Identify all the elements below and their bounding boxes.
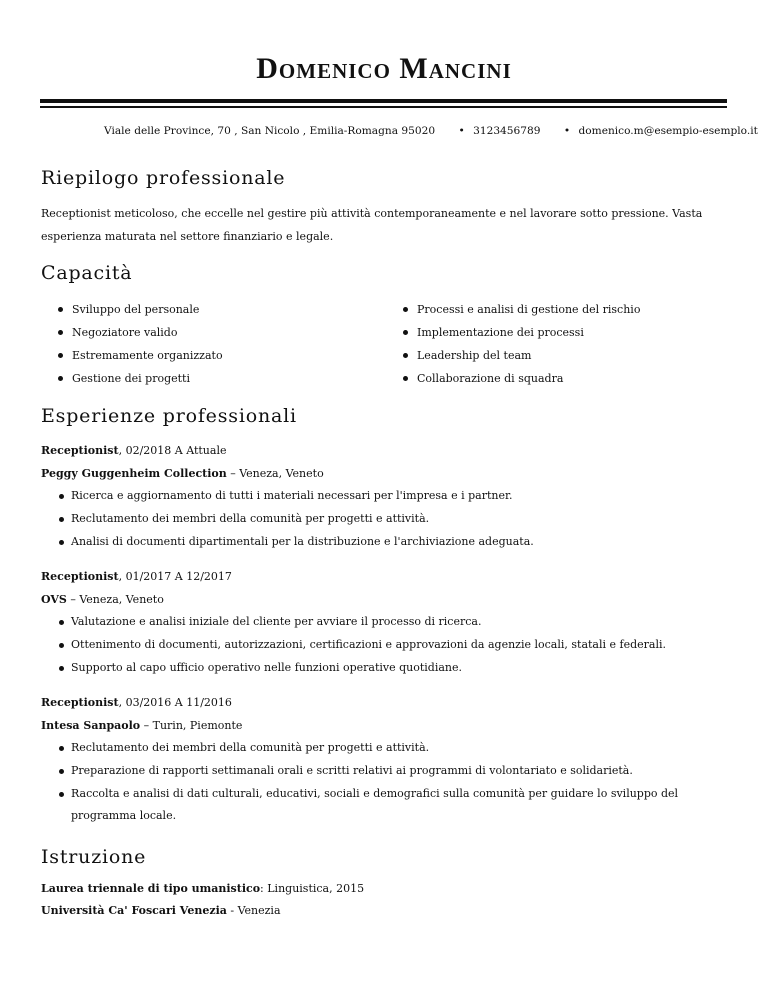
- job-company-line: [41, 715, 741, 738]
- skill-item: [58, 321, 403, 344]
- skill-label: Negoziatore valido: [72, 326, 178, 339]
- skill-item: [403, 344, 733, 367]
- duty-item: [41, 737, 731, 760]
- education-entry: [41, 878, 364, 922]
- duty-item: [41, 634, 731, 657]
- section-title-summary: Riepilogo professionale: [41, 167, 286, 189]
- education-school: Università Ca' Foscari Venezia: [41, 904, 227, 917]
- job-title-line: [41, 692, 741, 715]
- duty-item: [41, 611, 731, 634]
- job-duties: [41, 737, 741, 828]
- skill-item: [403, 298, 733, 321]
- job-entry: [41, 440, 741, 553]
- bullet-icon: [59, 666, 64, 671]
- section-title-skills: Capacità: [41, 262, 133, 284]
- header-divider-thick: [40, 99, 727, 103]
- bullet-icon: [59, 540, 64, 545]
- bullet-icon: •: [563, 125, 571, 137]
- job-location: – Veneza, Veneto: [226, 466, 324, 480]
- job-dates: , 02/2018 A Attuale: [118, 444, 227, 457]
- duty-text: Valutazione e analisi iniziale del cliente per avviare il processo di ricerca.: [71, 615, 482, 629]
- bullet-icon: [59, 643, 64, 648]
- job-duties: [41, 611, 741, 679]
- bullet-icon: [58, 330, 63, 335]
- bullet-icon: [403, 330, 408, 335]
- job-role: Receptionist: [41, 444, 119, 457]
- education-degree-line: [41, 878, 364, 900]
- bullet-icon: [58, 307, 63, 312]
- duty-item: [41, 531, 731, 554]
- bullet-icon: •: [458, 125, 465, 137]
- bullet-icon: [59, 792, 64, 797]
- job-role: Receptionist: [41, 696, 119, 709]
- duty-item: [41, 783, 731, 828]
- skill-item: [403, 367, 733, 390]
- duty-text: Supporto al capo ufficio operativo nelle funzioni operative quotidiane.: [71, 660, 463, 674]
- job-company-line: [41, 589, 741, 612]
- skill-label: Gestione dei progetti: [72, 372, 190, 385]
- job-entry: [41, 692, 741, 828]
- skills-list: [58, 298, 738, 390]
- bullet-icon: [59, 746, 64, 751]
- skill-label: Estremamente organizzato: [72, 349, 223, 362]
- education-city: - Venezia: [226, 904, 281, 917]
- contact-address: Viale delle Province, 70 , San Nicolo , Emilia-Romagna 95020: [104, 125, 436, 137]
- skill-label: Collaborazione di squadra: [417, 372, 564, 385]
- bullet-icon: [58, 376, 63, 381]
- job-title-line: [41, 440, 741, 463]
- contact-phone: 3123456789: [473, 125, 541, 137]
- bullet-icon: [59, 517, 64, 522]
- bullet-icon: [403, 353, 408, 358]
- skill-item: [58, 344, 403, 367]
- duty-text: Reclutamento dei membri della comunità per progetti e attività.: [71, 512, 430, 526]
- duty-item: [41, 485, 731, 508]
- duty-item: [41, 508, 731, 531]
- job-title-line: [41, 566, 741, 589]
- job-dates: , 01/2017 A 12/2017: [118, 570, 232, 583]
- bullet-icon: [58, 353, 63, 358]
- skill-label: Leadership del team: [417, 349, 532, 362]
- education-field: : Linguistica, 2015: [260, 882, 365, 895]
- duty-text: Preparazione di rapporti settimanali orali e scritti relativi ai programmi di volontariato e solidarietà.: [71, 764, 633, 778]
- duty-text: Analisi di documenti dipartimentali per la distribuzione e l'archiviazione adeguata.: [71, 534, 534, 548]
- job-location: – Turin, Piemonte: [140, 718, 243, 732]
- bullet-icon: [403, 307, 408, 312]
- skill-item: [58, 298, 403, 321]
- job-company: Peggy Guggenheim Collection: [41, 466, 227, 480]
- summary-text: Receptionist meticoloso, che eccelle nel gestire più attività contemporaneamente e nel lavorare sotto pressione. Vasta esperienza maturata nel settore finanziario e legale.: [41, 207, 703, 243]
- skill-item: [58, 367, 403, 390]
- job-company: Intesa Sanpaolo: [41, 718, 141, 732]
- bullet-icon: [59, 620, 64, 625]
- duty-item: [41, 760, 731, 783]
- section-title-experience: Esperienze professionali: [41, 405, 297, 427]
- bullet-icon: [59, 769, 64, 774]
- skill-label: Sviluppo del personale: [72, 303, 200, 316]
- job-role: Receptionist: [41, 570, 119, 583]
- duty-text: Reclutamento dei membri della comunità per progetti e attività.: [71, 741, 430, 755]
- skill-label: Processi e analisi di gestione del rischio: [417, 303, 641, 316]
- job-company-line: [41, 463, 741, 486]
- job-duties: [41, 485, 741, 553]
- contact-email: domenico.m@esempio-esemplo.it: [578, 125, 758, 137]
- job-company: OVS: [41, 592, 67, 606]
- bullet-icon: [403, 376, 408, 381]
- education-school-line: [41, 900, 364, 922]
- skill-item: [403, 321, 733, 344]
- duty-text: Raccolta e analisi di dati culturali, educativi, sociali e demografici sulla comunità per guidare lo sviluppo del programma locale.: [71, 786, 679, 823]
- skill-label: Implementazione dei processi: [417, 326, 584, 339]
- duty-text: Ricerca e aggiornamento di tutti i materiali necessari per l'impresa e i partner.: [71, 489, 513, 503]
- education-degree: Laurea triennale di tipo umanistico: [41, 882, 261, 895]
- candidate-name: Domenico Mancini: [256, 52, 512, 85]
- duty-text: Ottenimento di documenti, autorizzazioni, certificazioni e approvazioni da agenzie locali, statali e federali.: [71, 638, 667, 652]
- contact-line: [104, 125, 758, 137]
- job-location: – Veneza, Veneto: [66, 592, 164, 606]
- section-title-education: Istruzione: [41, 846, 147, 868]
- bullet-icon: [59, 494, 64, 499]
- job-entry: [41, 566, 741, 679]
- header-divider-thin: [40, 106, 727, 108]
- job-dates: , 03/2016 A 11/2016: [118, 696, 232, 709]
- duty-item: [41, 657, 731, 680]
